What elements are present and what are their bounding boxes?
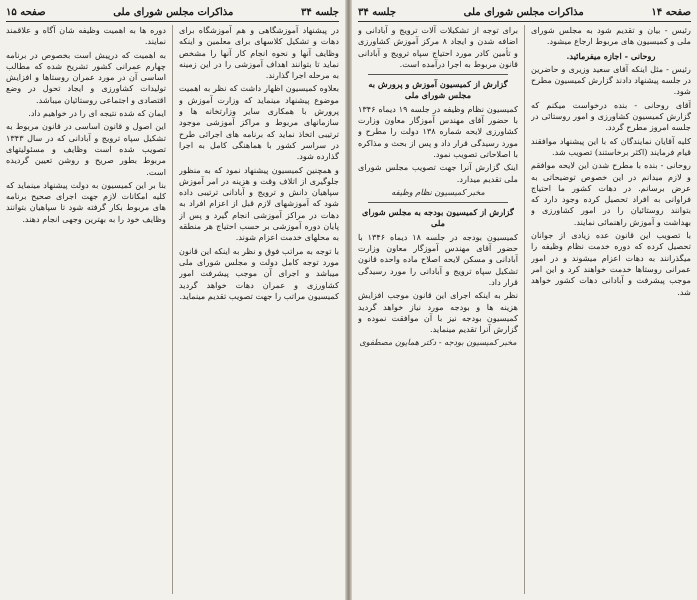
left-page-columns: [6, 25, 339, 594]
paragraph: نظر به اینکه اجرای این قانون موجب افزایش هزینه ها و بودجه مورد نیاز خواهد گردید کمیسیون بودجه نیز با آن موافقت نموده و گزارش آنرا تقدیم مینماید.: [358, 290, 518, 335]
section-divider: [368, 202, 508, 203]
right-page-number: صفحه ۱۴: [651, 6, 691, 18]
paragraph: به اهمیت که درپیش است بخصوص در برنامه چهارم عمرانی کشور تشریح شده که مطالب اساسی آن در مورد عمران روستاها و افزایش تولیدات کشاورزی و ایجاد تحول در وضع اقتصادی و اجتماعی روستائیان میباشد.: [6, 49, 166, 105]
paragraph: رئیس - بیان و تقدیم شود به مجلس شورای ملی و کمیسیون های مربوط ارجاع میشود.: [531, 25, 691, 47]
paragraph: بنا بر این کمیسیون به دولت پیشنهاد مینماید که کلیه امکانات لازم جهت اجرای صحیح برنامه های مربوط بکار گرفته شود تا سپاهیان بتوانند وظایف خود را به بهترین وجهی انجام دهند.: [6, 179, 166, 224]
right-page: [351, 0, 697, 600]
paragraph: کلیه آقایان نمایندگان که با این پیشنهاد موافقند قیام فرمایند (اکثر برخاستند) تصویب شد.: [531, 135, 691, 157]
paragraph: ایمان که شده نتیجه ای را در خواهیم داد.: [28, 108, 166, 119]
paragraph: با تصویب این قانون عده زیادی از جوانان تحصیل کرده که دوره خدمت نظام وظیفه را میگذرانند به دهات اعزام میشوند و در امور عمرانی روستاها خدمت خواهند کرد و این امر موجب پیشرفت و آبادانی دهات کشور خواهد شد.: [531, 230, 691, 297]
right-page-session: جلسه ۳۴: [358, 6, 397, 18]
left-page-header: [6, 4, 339, 22]
paragraph: روحانی - بنده با مطرح شدن این لایحه موافقم و لازم میدانم در این خصوص توضیحاتی به عرض برسانم. در دهات کشور ما احتیاج فراوانی به افراد تحصیل کرده وجود دارد که بتوانند روستائیان را در امور کشاورزی و بهداشت و آموزش راهنمائی نمایند.: [531, 160, 691, 227]
paragraph: کمیسیون نظام وظیفه در جلسه ۱۹ دیماه ۱۳۴۶ با حضور آقای مهندس آموزگار معاون وزارت کشاورزی لایحه شماره ۱۳۸ دولت را مطرح و مورد رسیدگی قرار داد و پس از بحث و مذاکره با اصلاحاتی تصویب نمود.: [358, 103, 518, 159]
paragraph: دوره ها به اهمیت وظیفه شان آگاه و علاقمند نمایند.: [6, 25, 166, 47]
right-page-left-column: [358, 25, 518, 594]
left-page-session: جلسه ۳۴: [300, 6, 339, 18]
left-page-left-column: [6, 25, 166, 594]
left-page-right-column: [179, 25, 339, 594]
paragraph: با توجه به مراتب فوق و نظر به اینکه این قانون مورد توجه کامل دولت و مجلس شورای ملی میباشد و اجرای آن موجب پیشرفت امور کشاورزی و عمران دهات خواهد گردید کمیسیون مراتب را جهت تصویب تقدیم مینماید.: [179, 245, 339, 301]
right-page-columns: [358, 25, 691, 594]
section-heading: گزارش از کمیسیون بودجه به مجلس شورای ملی: [362, 207, 514, 229]
signature-line: مخبر کمیسیون نظام وظیفه: [391, 186, 485, 197]
right-page-title: مذاکرات مجلس شورای ملی: [463, 6, 584, 18]
speaker-line: روحانی - اجازه میفرمائید.: [566, 50, 656, 61]
section-divider: [368, 74, 508, 75]
column-divider: [172, 25, 173, 594]
left-page-title: مذاکرات مجلس شورای ملی: [113, 6, 234, 18]
paragraph: در پیشنهاد آموزشگاهی و هم آموزشگاه برای دهات و تشکیل کلاسهای برای معلمین و اینکه وظایف آنها و نحوه انجام کار آنها را مشخص نماید تا بتوانند اهداف آموزشی را در این زمینه به مرحله اجرا گذارند.: [179, 25, 339, 81]
left-page: [0, 0, 346, 600]
paragraph: اینک گزارش آنرا جهت تصویب مجلس شورای ملی تقدیم میدارد.: [358, 162, 518, 184]
section-heading: گزارش از کمیسیون آموزش و پرورش به مجلس شورای ملی: [368, 79, 508, 101]
paragraph: و همچنین کمیسیون پیشنهاد نمود که به منظور جلوگیری از اتلاف وقت و هزینه در امر آموزش سپاهیان دانش و ترویج و آبادانی ترتیبی داده شود که آموزشهای لازم قبل از اعزام افراد به دهات در مراکز آموزشی انجام گیرد و پس از پایان دوره آموزشی بر حسب احتیاج هر منطقه به محلهای خدمت اعزام شوند.: [179, 164, 339, 243]
column-divider: [524, 25, 525, 594]
paragraph: بعلاوه کمیسیون اظهار داشت که نظر به اهمیت موضوع پیشنهاد مینماید که وزارت آموزش و پرورش با همکاری سایر وزارتخانه ها و سازمانهای مربوط و مراکز آموزشی موجود ترتیبی اتخاذ نماید که برنامه های اجرائی طرح در سراسر کشور با هماهنگی کامل به اجرا گذارده شود.: [179, 83, 339, 162]
paragraph: کمیسیون بودجه در جلسه ۱۸ دیماه ۱۳۴۶ با حضور آقای مهندس آموزگار معاون وزارت آبادانی و مسکن لایحه اصلاح ماده واحده قانون تشکیل سپاه ترویج و آبادانی را مورد رسیدگی قرار داد.: [358, 231, 518, 287]
signature-line: مخبر کمیسیون بودجه - دکتر همایون مصطفوی: [359, 337, 517, 348]
right-page-header: [358, 4, 691, 22]
paragraph: آقای روحانی - بنده درخواست میکنم که گزارش کمیسیون کشاورزی و امور روستائی در جلسه امروز مطرح گردد.: [531, 99, 691, 133]
paragraph: رئیس - مثل اینکه آقای سعید وزیری و حاضرین در جلسه پیشنهاد دادند گزارش کمیسیون مطرح شود.: [531, 63, 691, 97]
left-page-number: صفحه ۱۵: [6, 6, 46, 18]
right-page-right-column: [531, 25, 691, 594]
paragraph: این اصول و قانون اساسی در قانون مربوط به تشکیل سپاه ترویج و آبادانی که در سال ۱۳۴۳ تصویب شده است وظایف و مسئولیتهای مربوط بطور صریح و روشن تعیین گردیده است.: [6, 121, 166, 177]
paragraph: برای توجه از تشکیلات آلات ترویج و آبادانی و اضافه شدن و ایجاد ۸ مرکز آموزش کشاورزی و تأمین کادر مورد احتیاج سپاه ترویج و آبادانی قانون مربوط به اجرا درآمده است.: [358, 25, 518, 69]
